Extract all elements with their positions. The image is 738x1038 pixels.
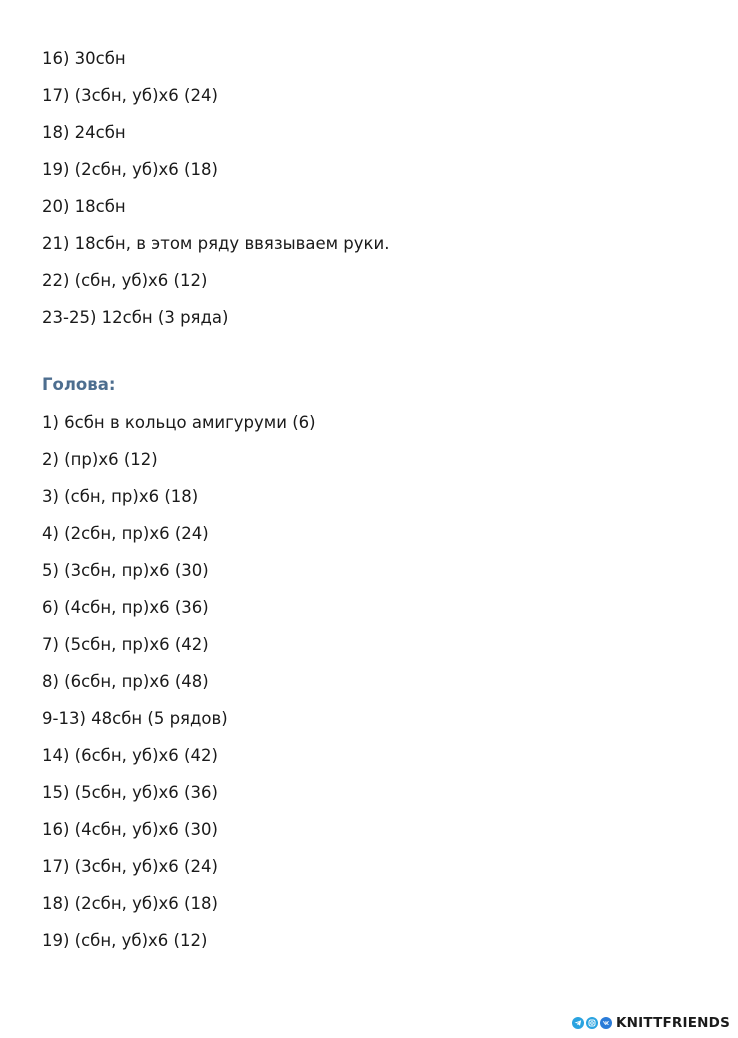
pattern-row: 17) (3сбн, уб)х6 (24) [42,86,218,105]
pattern-row: 9-13) 48сбн (5 рядов) [42,709,228,728]
pattern-row: 23-25) 12сбн (3 ряда) [42,308,229,327]
pattern-row: 16) (4сбн, уб)х6 (30) [42,820,218,839]
instagram-camera-glyph [588,1019,596,1027]
pattern-row: 21) 18сбн, в этом ряду ввязываем руки. [42,234,390,253]
pattern-row: 17) (3сбн, уб)х6 (24) [42,857,218,876]
section-title-head: Голова: [42,375,116,394]
telegram-plane-glyph [574,1019,582,1027]
vk-logo-glyph [602,1019,610,1027]
body-rows-list [42,40,702,336]
pattern-row: 5) (3сбн, пр)х6 (30) [42,561,209,580]
pattern-row: 3) (сбн, пр)х6 (18) [42,487,199,506]
brand-name: KNITTFRIENDS [616,1015,730,1031]
footer-watermark [572,1014,730,1032]
pattern-row: 7) (5сбн, пр)х6 (42) [42,635,209,654]
pattern-row: 18) (2сбн, уб)х6 (18) [42,894,218,913]
pattern-row: 6) (4сбн, пр)х6 (36) [42,598,209,617]
telegram-icon[interactable] [572,1017,584,1029]
pattern-row: 20) 18сбн [42,197,126,216]
pattern-row: 16) 30сбн [42,49,126,68]
instagram-icon[interactable] [586,1017,598,1029]
vk-icon[interactable] [600,1017,612,1029]
pattern-row: 2) (пр)х6 (12) [42,450,158,469]
pattern-row: 18) 24сбн [42,123,126,142]
pattern-row: 22) (сбн, уб)х6 (12) [42,271,208,290]
head-section [42,374,702,959]
pattern-row: 14) (6сбн, уб)х6 (42) [42,746,218,765]
pattern-row: 1) 6сбн в кольцо амигуруми (6) [42,413,316,432]
pattern-row: 15) (5сбн, уб)х6 (36) [42,783,218,802]
pattern-row: 19) (сбн, уб)х6 (12) [42,931,208,950]
pattern-row: 4) (2сбн, пр)х6 (24) [42,524,209,543]
pattern-row: 19) (2сбн, уб)х6 (18) [42,160,218,179]
pattern-row: 8) (6сбн, пр)х6 (48) [42,672,209,691]
